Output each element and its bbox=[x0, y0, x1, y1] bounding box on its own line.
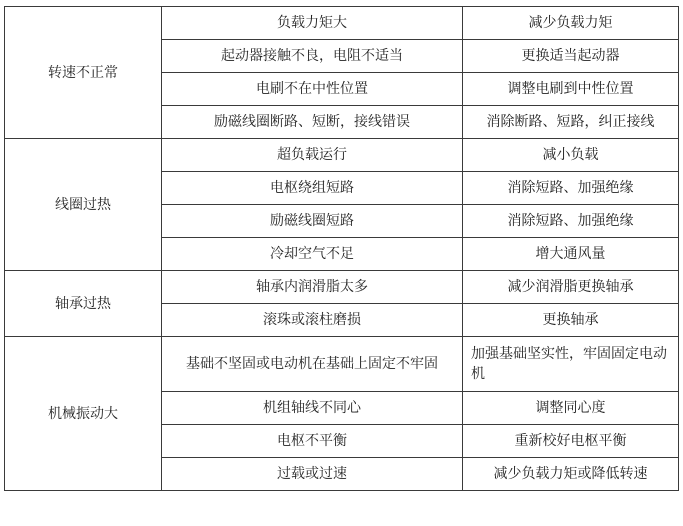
cause-cell: 电枢绕组短路 bbox=[162, 172, 463, 205]
fix-cell: 调整电刷到中性位置 bbox=[463, 73, 679, 106]
fix-cell: 消除短路、加强绝缘 bbox=[463, 172, 679, 205]
table-row bbox=[5, 7, 679, 40]
fix-cell: 更换轴承 bbox=[463, 304, 679, 337]
fix-cell: 消除断路、短路，纠正接线 bbox=[463, 106, 679, 139]
cause-cell: 冷却空气不足 bbox=[162, 238, 463, 271]
fix-cell: 减少负载力矩 bbox=[463, 7, 679, 40]
fix-cell: 更换适当起动器 bbox=[463, 40, 679, 73]
fix-cell: 减少润滑脂更换轴承 bbox=[463, 271, 679, 304]
fix-cell: 减少负载力矩或降低转速 bbox=[463, 458, 679, 491]
fix-cell: 增大通风量 bbox=[463, 238, 679, 271]
cause-cell: 超负载运行 bbox=[162, 139, 463, 172]
cause-cell: 过载或过速 bbox=[162, 458, 463, 491]
cause-cell: 基础不坚固或电动机在基础上固定不牢固 bbox=[162, 337, 463, 392]
cause-cell: 电枢不平衡 bbox=[162, 425, 463, 458]
fault-cell: 轴承过热 bbox=[5, 271, 162, 337]
table-row bbox=[5, 271, 679, 304]
cause-cell: 起动器接触不良，电阻不适当 bbox=[162, 40, 463, 73]
table-row bbox=[5, 139, 679, 172]
fix-cell: 消除短路、加强绝缘 bbox=[463, 205, 679, 238]
fix-cell: 调整同心度 bbox=[463, 392, 679, 425]
table-row bbox=[5, 337, 679, 392]
cause-cell: 励磁线圈断路、短断，接线错误 bbox=[162, 106, 463, 139]
cause-cell: 励磁线圈短路 bbox=[162, 205, 463, 238]
cause-cell: 机组轴线不同心 bbox=[162, 392, 463, 425]
fault-cell: 线圈过热 bbox=[5, 139, 162, 271]
cause-cell: 滚珠或滚柱磨损 bbox=[162, 304, 463, 337]
cause-cell: 轴承内润滑脂太多 bbox=[162, 271, 463, 304]
cause-cell: 负载力矩大 bbox=[162, 7, 463, 40]
fix-cell: 重新校好电枢平衡 bbox=[463, 425, 679, 458]
fault-cell: 转速不正常 bbox=[5, 7, 162, 139]
fix-cell: 加强基础坚实性，牢固固定电动机 bbox=[463, 337, 679, 392]
fix-cell: 减小负载 bbox=[463, 139, 679, 172]
cause-cell: 电刷不在中性位置 bbox=[162, 73, 463, 106]
fault-table bbox=[4, 6, 679, 491]
fault-cell: 机械振动大 bbox=[5, 337, 162, 491]
